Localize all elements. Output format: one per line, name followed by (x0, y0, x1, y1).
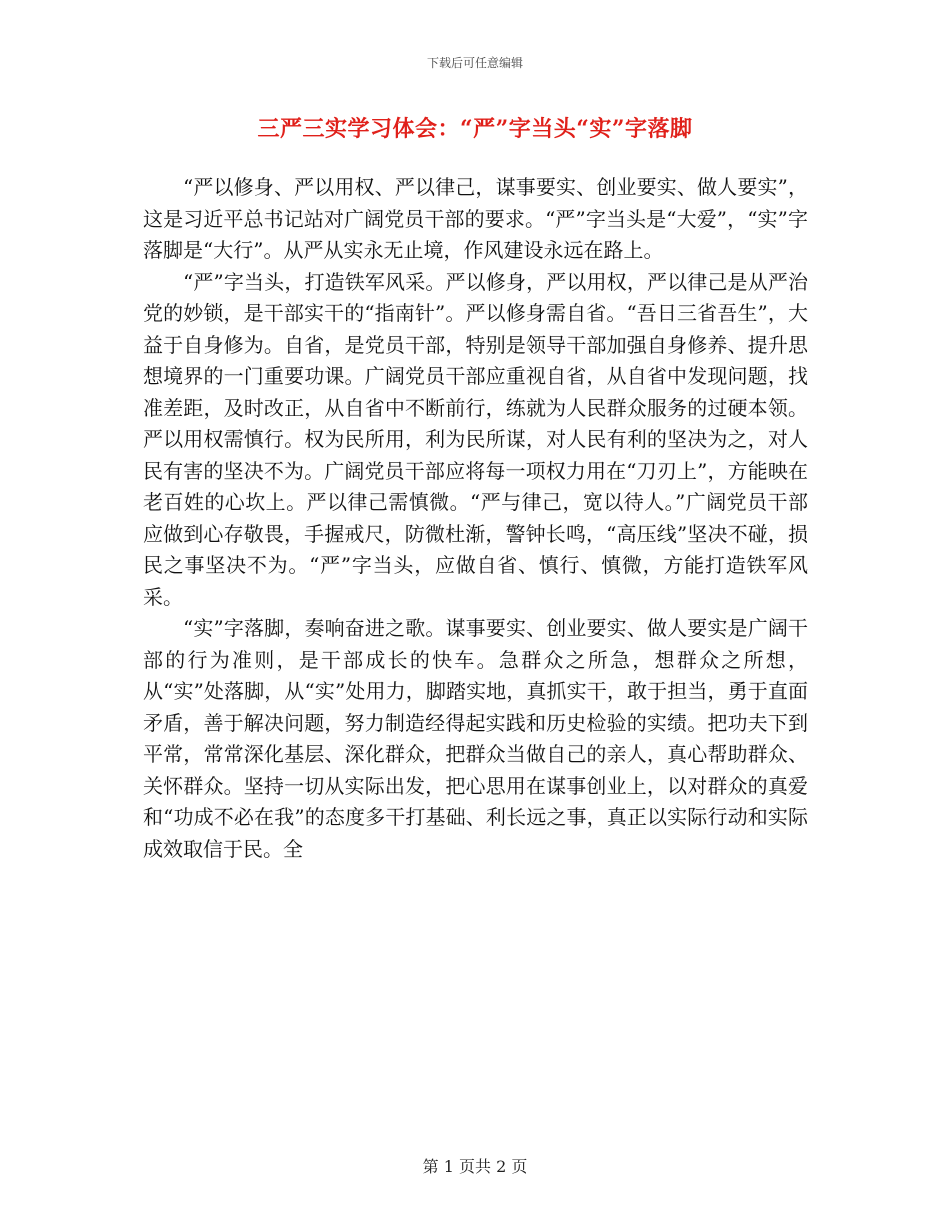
paragraph-1: “严以修身、严以用权、严以律己，谋事要实、创业要实、做人要实”，这是习近平总书记站对广阔党员干部的要求。“严”字当头是“大爱”，“实”字落脚是“大行”。从严从实永无止境，作风建设永远在路上。 (143, 175, 808, 262)
page-number-footer: 第 1 页共 2 页 (422, 1157, 528, 1176)
page-header-note: 下载后可任意编辑 (426, 56, 523, 70)
document-body (143, 172, 808, 865)
paragraph-3: “实”字落脚，奏响奋进之歌。谋事要实、创业要实、做人要实是广阔干部的行为准则，是干部成长的快车。急群众之所急，想群众之所想，从“实”处落脚，从“实”处用力，脚踏实地，真抓实干，敢于担当，勇于直面矛盾，善于解决问题，努力制造经得起实践和历史检验的实绩。把功夫下到平常，常常深化基层、深化群众，把群众当做自己的亲人，真心帮助群众、关怀群众。坚持一切从实际出发，把心思用在谋事创业上，以对群众的真爱和“功成不必在我”的态度多干打基础、利长远之事，真正以实际行动和实际成效取信于民。全 (143, 616, 808, 861)
paragraph-2: “严”字当头，打造铁军风采。严以修身，严以用权，严以律己是从严治党的妙锁，是干部实干的“指南针”。严以修身需自省。“吾日三省吾生”，大益于自身修为。自省，是党员干部，特别是领导干部加强自身修养、提升思想境界的一门重要功课。广阔党员干部应重视自省，从自省中发现问题，找准差距，及时改正，从自省中不断前行，练就为人民群众服务的过硬本领。严以用权需慎行。权为民所用，利为民所谋，对人民有利的坚决为之，对人民有害的坚决不为。广阔党员干部应将每一项权力用在“刀刃上”，方能映在老百姓的心坎上。严以律己需慎微。“严与律己，宽以待人。”广阔党员干部应做到心存敬畏，手握戒尺，防微杜渐，警钟长鸣，“高压线”坚决不碰，损民之事坚决不为。“严”字当头，应做自省、慎行、慎微，方能打造铁军风采。 (143, 269, 808, 609)
document-title: 三严三实学习体会：“严”字当头“实”字落脚 (257, 116, 693, 142)
